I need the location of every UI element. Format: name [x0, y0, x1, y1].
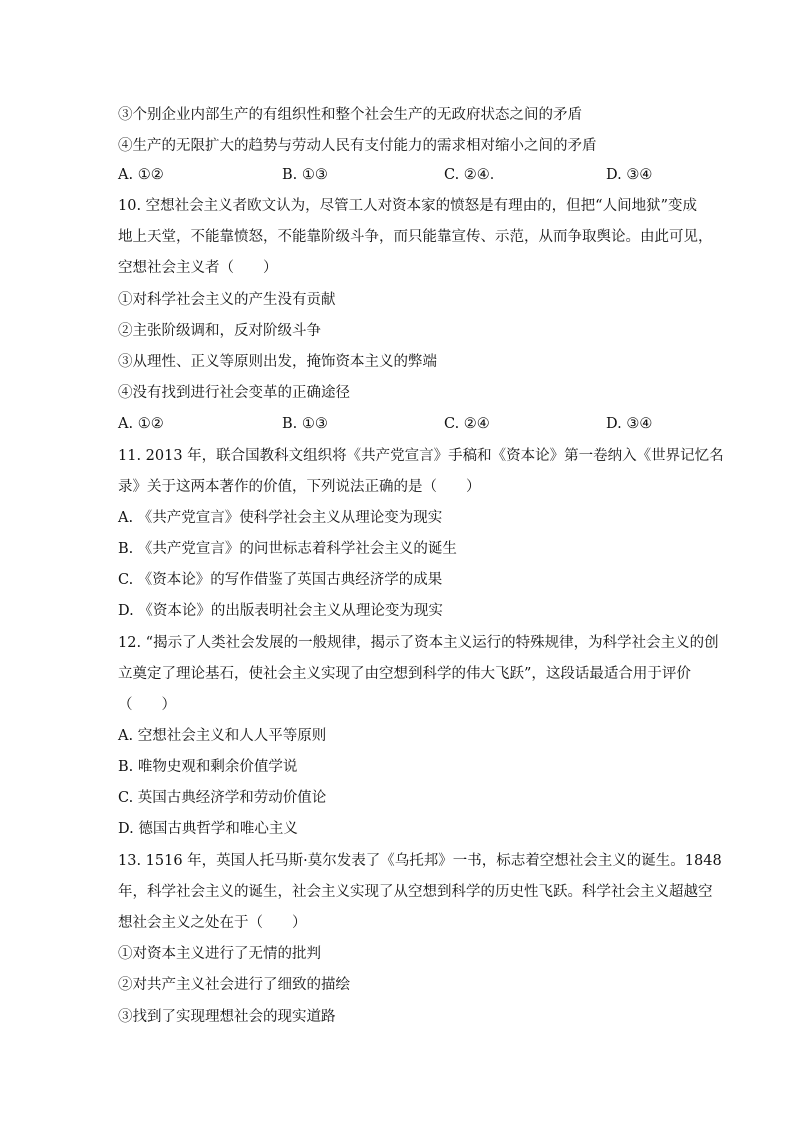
- q13-stem-line-3: 想社会主义之处在于（ ）: [118, 915, 307, 931]
- q11-option-c: C. 《资本论》的写作借鉴了英国古典经济学的成果: [118, 572, 443, 588]
- q10-stem-line-3: 空想社会主义者（ ）: [118, 260, 278, 276]
- q10-options: [118, 415, 678, 433]
- q12-stem-line-2: 立奠定了理论基石，使社会主义实现了由空想到科学的伟大飞跃”，这段话最适合用于评价: [118, 666, 691, 682]
- q10-option-b: B. ①③: [282, 416, 328, 432]
- q12-stem-line-1: 12. “揭示了人类社会发展的一般规律，揭示了资本主义运行的特殊规律，为科学社会主义的创: [118, 635, 719, 651]
- q10-option-c: C. ②④: [444, 416, 490, 432]
- q13-statement-1: ①对资本主义进行了无情的批判: [118, 946, 321, 962]
- q10-stem-line-2: 地上天堂，不能靠愤怒，不能靠阶级斗争，而只能靠宣传、示范，从而争取舆论。由此可见，: [118, 229, 713, 245]
- q10-statement-1: ①对科学社会主义的产生没有贡献: [118, 292, 336, 308]
- q10-option-a: A. ①②: [118, 416, 164, 432]
- q10-stem-line-1: 10. 空想社会主义者欧文认为，尽管工人对资本家的愤怒是有理由的，但把“人间地狱”变成: [118, 198, 697, 214]
- q9-option-d: D. ③④: [606, 167, 653, 183]
- q9-option-c: C. ②④．: [444, 167, 505, 183]
- q10-statement-2: ②主张阶级调和，反对阶级斗争: [118, 323, 321, 339]
- q9-statement-4: ④生产的无限扩大的趋势与劳动人民有支付能力的需求相对缩小之间的矛盾: [118, 138, 597, 154]
- q12-stem-line-3: （ ）: [118, 697, 176, 713]
- q9-option-b: B. ①③: [282, 167, 328, 183]
- q9-statement-3: ③个别企业内部生产的有组织性和整个社会生产的无政府状态之间的矛盾: [118, 107, 582, 123]
- q11-option-a: A. 《共产党宣言》使科学社会主义从理论变为现实: [118, 510, 443, 526]
- q11-option-d: D. 《资本论》的出版表明社会主义从理论变为现实: [118, 603, 443, 619]
- q10-statement-4: ④没有找到进行社会变革的正确途径: [118, 385, 350, 401]
- q13-stem-line-1: 13. 1516 年，英国人托马斯·莫尔发表了《乌托邦》一书，标志着空想社会主义的诞生。1848: [118, 853, 722, 869]
- q11-option-b: B. 《共产党宣言》的问世标志着科学社会主义的诞生: [118, 541, 457, 557]
- q9-option-a: A. ①②: [118, 167, 164, 183]
- q13-statement-2: ②对共产主义社会进行了细致的描绘: [118, 977, 350, 993]
- q11-stem-line-1: 11. 2013 年，联合国教科文组织将《共产党宣言》手稿和《资本论》第一卷纳入《世界记忆名: [118, 448, 724, 464]
- q9-options: [118, 166, 678, 184]
- q13-statement-3: ③找到了实现理想社会的现实道路: [118, 1009, 336, 1025]
- q10-statement-3: ③从理性、正义等原则出发，掩饰资本主义的弊端: [118, 354, 437, 370]
- q13-stem-line-2: 年，科学社会主义的诞生，社会主义实现了从空想到科学的历史性飞跃。科学社会主义超越空: [118, 884, 713, 900]
- q12-option-b: B. 唯物史观和剩余价值学说: [118, 759, 298, 775]
- q12-option-c: C. 英国古典经济学和劳动价值论: [118, 790, 327, 806]
- q11-stem-line-2: 录》关于这两本著作的价值，下列说法正确的是（ ）: [118, 479, 481, 495]
- q12-option-d: D. 德国古典哲学和唯心主义: [118, 821, 298, 837]
- q12-option-a: A. 空想社会主义和人人平等原则: [118, 728, 327, 744]
- q10-option-d: D. ③④: [606, 416, 653, 432]
